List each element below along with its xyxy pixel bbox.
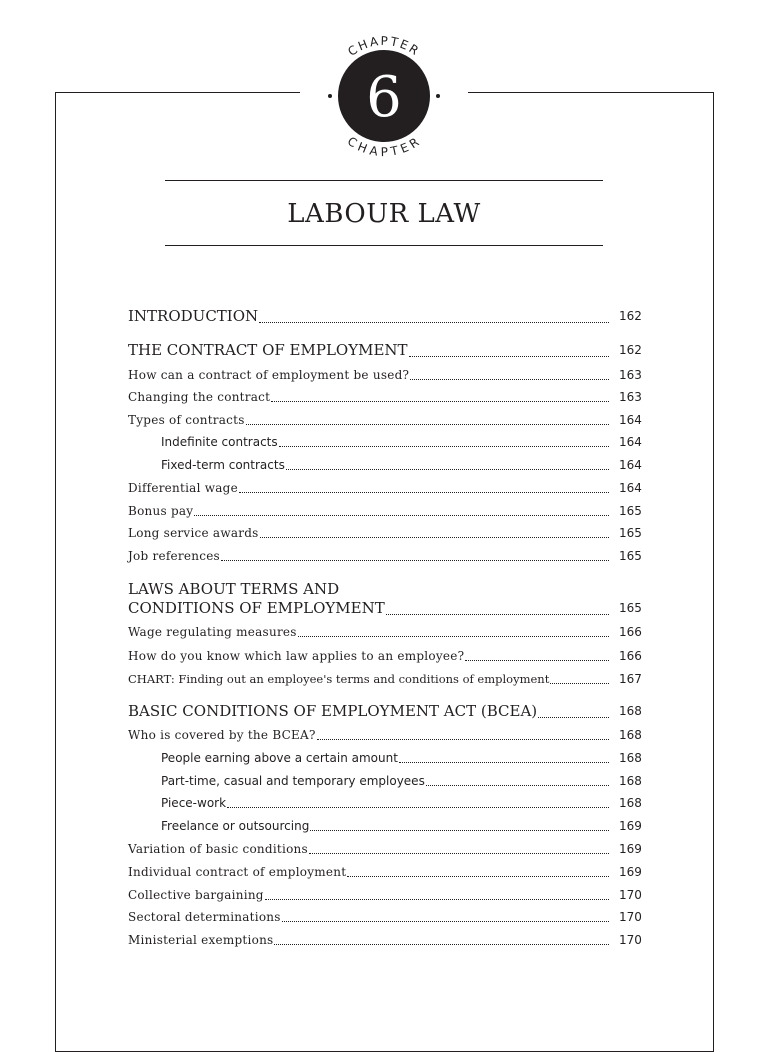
toc-entry-label: Differential wage	[128, 481, 238, 495]
toc-page-number: 168	[619, 796, 642, 810]
toc-entry[interactable]	[128, 390, 641, 405]
toc-entry-label: INTRODUCTION	[128, 307, 259, 325]
leader-dots	[194, 515, 609, 516]
toc-page-number: 162	[619, 343, 642, 357]
chapter-title: LABOUR LAW	[287, 199, 481, 229]
toc-entry-label: Variation of basic conditions	[128, 842, 308, 856]
toc-page-number: 167	[619, 672, 642, 686]
toc-page-number: 164	[619, 435, 642, 449]
toc-entry-label: Part-time, casual and temporary employees	[161, 774, 425, 788]
leader-dots	[399, 762, 609, 763]
chapter-emblem	[316, 28, 452, 164]
toc-page-number: 168	[619, 728, 642, 742]
emblem-dot-left	[328, 94, 332, 98]
toc-entry[interactable]	[128, 504, 641, 519]
toc-entry-label: Types of contracts	[128, 413, 245, 427]
leader-dots	[386, 614, 609, 615]
toc-entry[interactable]	[128, 649, 641, 664]
toc-page-number: 166	[619, 625, 642, 639]
leader-dots	[310, 830, 609, 831]
toc-subentry[interactable]	[161, 458, 641, 473]
chapter-ring-bottom: CHAPTER	[344, 133, 424, 159]
chapter-number: 6	[366, 65, 402, 130]
toc-page-number: 170	[619, 910, 642, 924]
toc-page-number: 170	[619, 888, 642, 902]
toc-page-number: 169	[619, 842, 642, 856]
toc-entry[interactable]	[128, 625, 641, 640]
toc-entry-introduction[interactable]	[128, 307, 641, 326]
toc-page-number: 166	[619, 649, 642, 663]
toc-page-number: 168	[619, 774, 642, 788]
toc-entry-label: Ministerial exemptions	[128, 933, 274, 947]
toc-page-number: 165	[619, 601, 642, 615]
toc-entry-label: CHART: Finding out an employee's terms and conditions of employment	[128, 672, 550, 686]
toc-entry[interactable]	[128, 728, 641, 743]
title-rule-top	[165, 180, 603, 181]
toc-entry-label: BASIC CONDITIONS OF EMPLOYMENT ACT (BCEA)	[128, 702, 538, 720]
toc-subentry[interactable]	[161, 751, 641, 766]
leader-dots	[282, 921, 609, 922]
leader-dots	[279, 446, 609, 447]
toc-entry-label: Individual contract of employment	[128, 865, 347, 879]
toc-page-number: 168	[619, 751, 642, 765]
toc-page-number: 163	[619, 390, 642, 404]
leader-dots	[260, 537, 609, 538]
toc-entry-label: Job references	[128, 549, 220, 563]
toc-entry[interactable]	[128, 481, 641, 496]
toc-entry-label: Long service awards	[128, 526, 259, 540]
leader-dots	[550, 683, 609, 684]
leader-dots	[274, 944, 609, 945]
toc-entry-laws-about-terms[interactable]	[128, 599, 641, 618]
toc-entry-label: Bonus pay	[128, 504, 194, 518]
toc-entry-label: People earning above a certain amount	[161, 751, 398, 765]
toc-page-number: 169	[619, 819, 642, 833]
toc-entry[interactable]	[128, 933, 641, 948]
toc-entry[interactable]	[128, 413, 641, 428]
toc-entry[interactable]	[128, 368, 641, 383]
toc-page-number: 165	[619, 526, 642, 540]
toc-entry-label: Piece-work	[161, 796, 227, 810]
toc-entry-label: How can a contract of employment be used?	[128, 368, 410, 382]
toc-entry[interactable]	[128, 842, 641, 857]
page-frame	[55, 92, 714, 1052]
leader-dots	[227, 807, 609, 808]
toc-entry-label: THE CONTRACT OF EMPLOYMENT	[128, 341, 408, 359]
toc-subentry[interactable]	[161, 774, 641, 789]
leader-dots	[246, 424, 609, 425]
toc-entry[interactable]	[128, 865, 641, 880]
toc-page-number: 163	[619, 368, 642, 382]
toc-entry-label: How do you know which law applies to an employee?	[128, 649, 465, 663]
toc-heading-line1: LAWS ABOUT TERMS AND	[128, 580, 340, 598]
leader-dots	[410, 379, 609, 380]
toc-page-number: 165	[619, 549, 642, 563]
toc-entry-label: Fixed-term contracts	[161, 458, 285, 472]
chapter-ring-top: CHAPTER	[345, 33, 423, 59]
toc-subentry[interactable]	[161, 435, 641, 450]
toc-entry-label: Changing the contract	[128, 390, 271, 404]
title-rule-bottom	[165, 245, 603, 246]
toc-entry-bcea[interactable]	[128, 702, 641, 721]
toc-entry[interactable]	[128, 888, 641, 903]
leader-dots	[265, 899, 609, 900]
toc-entry-label: Who is covered by the BCEA?	[128, 728, 316, 742]
toc-entry-label: Indefinite contracts	[161, 435, 278, 449]
leader-dots	[317, 739, 609, 740]
toc-entry-label: Freelance or outsourcing	[161, 819, 310, 833]
toc-entry-label: Wage regulating measures	[128, 625, 297, 639]
toc-page-number: 162	[619, 309, 642, 323]
toc-entry[interactable]	[128, 526, 641, 541]
toc-entry-label: Collective bargaining	[128, 888, 264, 902]
leader-dots	[298, 636, 609, 637]
emblem-dot-right	[436, 94, 440, 98]
leader-dots	[239, 492, 609, 493]
toc-entry[interactable]	[128, 672, 641, 687]
leader-dots	[259, 322, 609, 323]
leader-dots	[426, 785, 609, 786]
leader-dots	[347, 876, 609, 877]
toc-subentry[interactable]	[161, 819, 641, 834]
leader-dots	[465, 660, 609, 661]
leader-dots	[271, 401, 609, 402]
toc-entry-label: CONDITIONS OF EMPLOYMENT	[128, 599, 385, 617]
leader-dots	[286, 469, 609, 470]
toc-subentry[interactable]	[161, 796, 641, 811]
leader-dots	[409, 356, 609, 357]
toc-page-number: 168	[619, 704, 642, 718]
toc-page-number: 164	[619, 481, 642, 495]
leader-dots	[221, 560, 609, 561]
toc-page-number: 164	[619, 413, 642, 427]
toc-page-number: 169	[619, 865, 642, 879]
toc-entry[interactable]	[128, 910, 641, 925]
toc-entry-contract-of-employment[interactable]	[128, 341, 641, 360]
toc-entry[interactable]	[128, 549, 641, 564]
leader-dots	[309, 853, 609, 854]
toc-entry-label: Sectoral determinations	[128, 910, 281, 924]
toc-page-number: 165	[619, 504, 642, 518]
toc-page-number: 164	[619, 458, 642, 472]
leader-dots	[538, 717, 609, 718]
toc-page-number: 170	[619, 933, 642, 947]
